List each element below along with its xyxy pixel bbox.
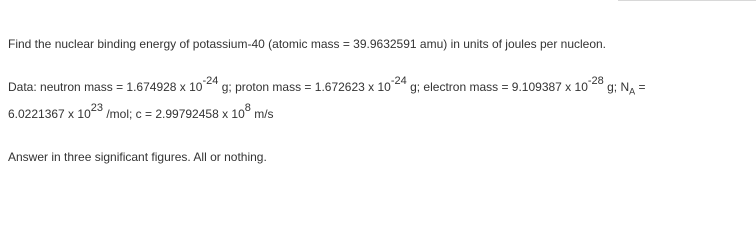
neutron-mass-text: neutron mass = 1.674928 x 10 — [40, 80, 203, 94]
proton-exponent: -24 — [390, 75, 407, 87]
speed-of-light-exponent: 8 — [244, 102, 251, 114]
avogadro-exponent: 23 — [90, 102, 103, 114]
top-divider — [618, 0, 756, 1]
avogadro-symbol: g; N — [603, 80, 630, 94]
avogadro-subscript: A — [629, 86, 636, 97]
proton-mass-text: g; proton mass = 1.672623 x 10 — [218, 80, 391, 94]
neutron-exponent: -24 — [202, 75, 219, 87]
data-line-2 — [8, 102, 274, 121]
avogadro-value: 6.0221367 x 10 — [8, 107, 91, 121]
avogadro-equals: = — [635, 80, 646, 94]
electron-exponent: -28 — [587, 75, 604, 87]
answer-instructions: Answer in three significant figures. All or nothing. — [8, 150, 267, 164]
speed-of-light-unit: m/s — [250, 107, 274, 121]
data-label: Data: — [8, 80, 37, 94]
speed-of-light-text: /mol; c = 2.99792458 x 10 — [103, 107, 245, 121]
question-text: Find the nuclear binding energy of potassium-40 (atomic mass = 39.9632591 amu) in units of joules per nucleon. — [8, 37, 607, 51]
data-line-1 — [8, 75, 646, 97]
electron-mass-text: g; electron mass = 9.109387 x 10 — [406, 80, 588, 94]
